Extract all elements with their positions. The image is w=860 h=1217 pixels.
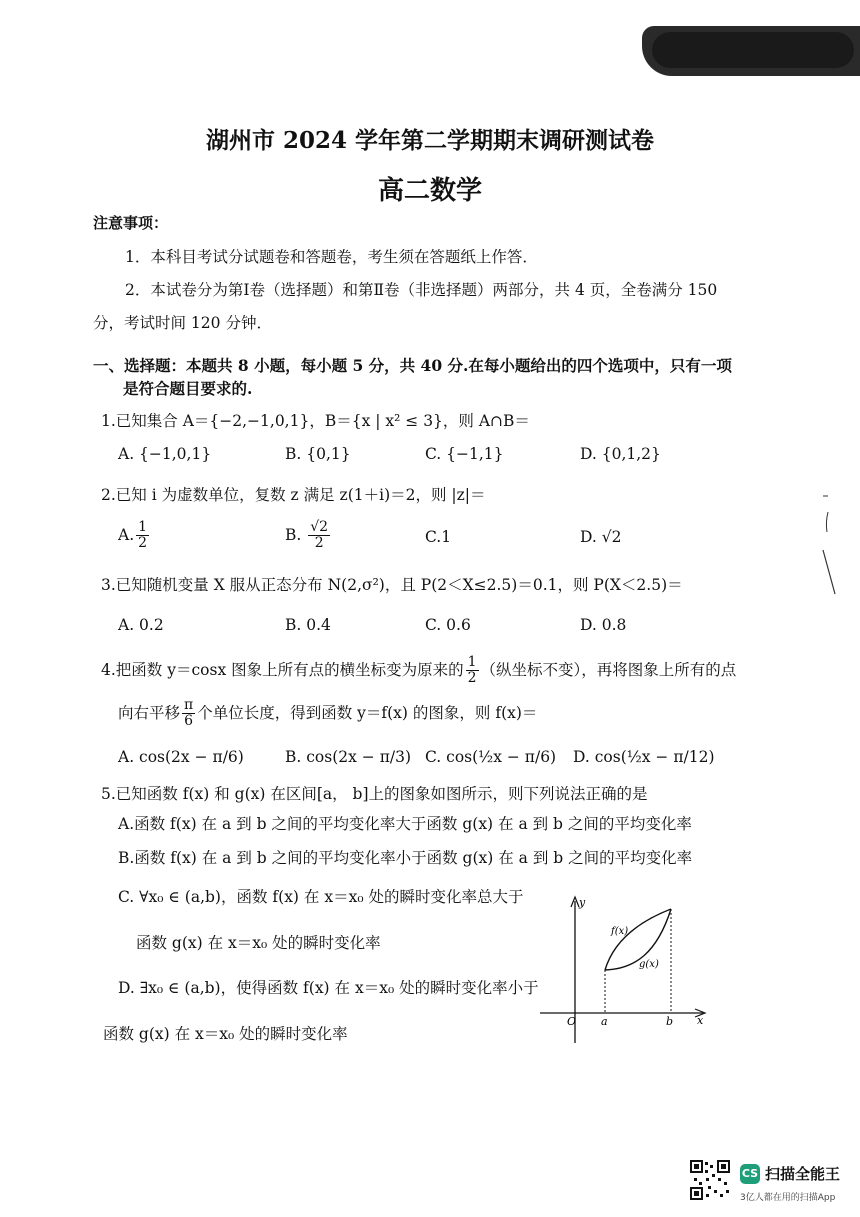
label-x: x [697,1014,704,1027]
question-5-option-c-line-2: 函数 g(x) 在 x＝x₀ 处的瞬时变化率 [136,934,381,952]
watermark-brand: 扫描全能王 [765,1165,841,1183]
question-2-option-d: D. √2 [580,528,622,546]
function-graph [535,893,715,1053]
question-5-option-a: A.函数 f(x) 在 a 到 b 之间的平均变化率大于函数 g(x) 在 a 到 b 之间的平均变化率 [118,815,692,833]
question-4-option-a: A. cos(2x − π/6) [118,748,244,766]
numerator: √2 [310,519,329,535]
question-5-option-c-line-1: C. ∀x₀ ∈ (a,b)，函数 f(x) 在 x＝x₀ 处的瞬时变化率总大于 [118,888,524,906]
section-1-heading-line-2: 是符合题目要求的. [123,379,253,398]
stem-text: 4.把函数 y＝cosx 图象上所有点的横坐标变为原来的 [101,660,464,679]
question-1-option-b: B. {0,1} [285,445,351,463]
curve-g [605,909,671,970]
question-2-option-c: C.1 [425,528,452,546]
exam-subject: 高二数学 [377,176,482,206]
question-2-option-a [118,520,151,552]
numerator: 1 [138,519,148,535]
label-origin: O [567,1015,577,1028]
stem-text: （纵坐标不变），再将图象上所有的点 [480,660,737,679]
question-5-option-d-line-2: 函数 g(x) 在 x＝x₀ 处的瞬时变化率 [103,1025,348,1043]
qr-code-icon [690,1160,730,1200]
fraction [182,698,195,730]
denominator: 2 [138,535,148,552]
question-2-option-b [285,520,332,552]
stem-text: 向右平移 [118,703,181,722]
denominator: 6 [184,713,194,730]
question-4-stem-line-2 [118,698,537,730]
camscanner-logo-icon: CS [740,1164,760,1184]
notice-heading: 注意事项： [93,214,169,232]
scan-marks [815,490,845,600]
label-y: y [579,896,586,909]
label-a: a [601,1015,608,1028]
notice-item-2-line-2: 分，考试时间 120 分钟． [93,314,272,332]
fraction [308,520,330,552]
notice-item-1: 1．本科目考试分试题卷和答题卷，考生须在答题纸上作答． [125,248,538,266]
question-1-stem: 1.已知集合 A＝{−2,−1,0,1}，B＝{x | x² ≤ 3}，则 A∩B＝ [101,412,530,430]
denominator: 2 [467,670,477,687]
denominator: 2 [314,535,324,552]
label-f: f(x) [611,926,629,937]
scanner-shadow-corner [642,26,860,76]
option-label: A. [118,525,135,544]
notice-item-2-line-1: 2．本试卷分为第Ⅰ卷（选择题）和第Ⅱ卷（非选择题）两部分，共 4 页，全卷满分 150 [125,281,718,299]
question-3-stem: 3.已知随机变量 X 服从正态分布 N(2,σ²)，且 P(2＜X≤2.5)＝0.1，则 P(X＜2.5)＝ [101,576,683,594]
question-1-option-c: C. {−1,1} [425,445,504,463]
label-b: b [666,1015,674,1028]
question-4-option-b: B. cos(2x − π/3) [285,748,412,766]
fraction [466,655,479,687]
question-5-option-d-line-1: D. ∃x₀ ∈ (a,b)，使得函数 f(x) 在 x＝x₀ 处的瞬时变化率小于 [118,979,539,997]
option-label: B. [285,525,302,544]
question-4-option-c: C. cos(½x − π/6) [425,748,557,766]
question-2-stem: 2.已知 i 为虚数单位，复数 z 满足 z(1＋i)＝2，则 |z|＝ [101,486,486,504]
numerator: π [184,697,194,713]
stem-text: 个单位长度，得到函数 y＝f(x) 的图象，则 f(x)＝ [197,703,538,722]
numerator: 1 [467,654,477,670]
question-3-option-a: A. 0.2 [118,616,164,634]
question-4-option-d: D. cos(½x − π/12) [573,748,715,766]
question-4-stem-line-1 [101,655,736,687]
question-5-option-b: B.函数 f(x) 在 a 到 b 之间的平均变化率小于函数 g(x) 在 a 到 b 之间的平均变化率 [118,849,693,867]
section-1-heading-line-1: 一、选择题：本题共 8 小题，每小题 5 分，共 40 分.在每小题给出的四个选项中，只有一项 [93,356,732,375]
fraction [136,520,149,552]
question-3-option-c: C. 0.6 [425,616,471,634]
question-3-option-d: D. 0.8 [580,616,627,634]
label-g: g(x) [639,959,659,970]
watermark-tagline: 3亿人都在用的扫描App [740,1193,836,1203]
question-1-option-d: D. {0,1,2} [580,445,661,463]
question-1-option-a: A. {−1,0,1} [118,445,212,463]
question-5-stem: 5.已知函数 f(x) 和 g(x) 在区间[a， b]上的图象如图所示，则下列说法正确的是 [101,785,648,803]
question-3-option-b: B. 0.4 [285,616,331,634]
exam-title: 湖州市 2024 学年第二学期期末调研测试卷 [205,127,655,154]
